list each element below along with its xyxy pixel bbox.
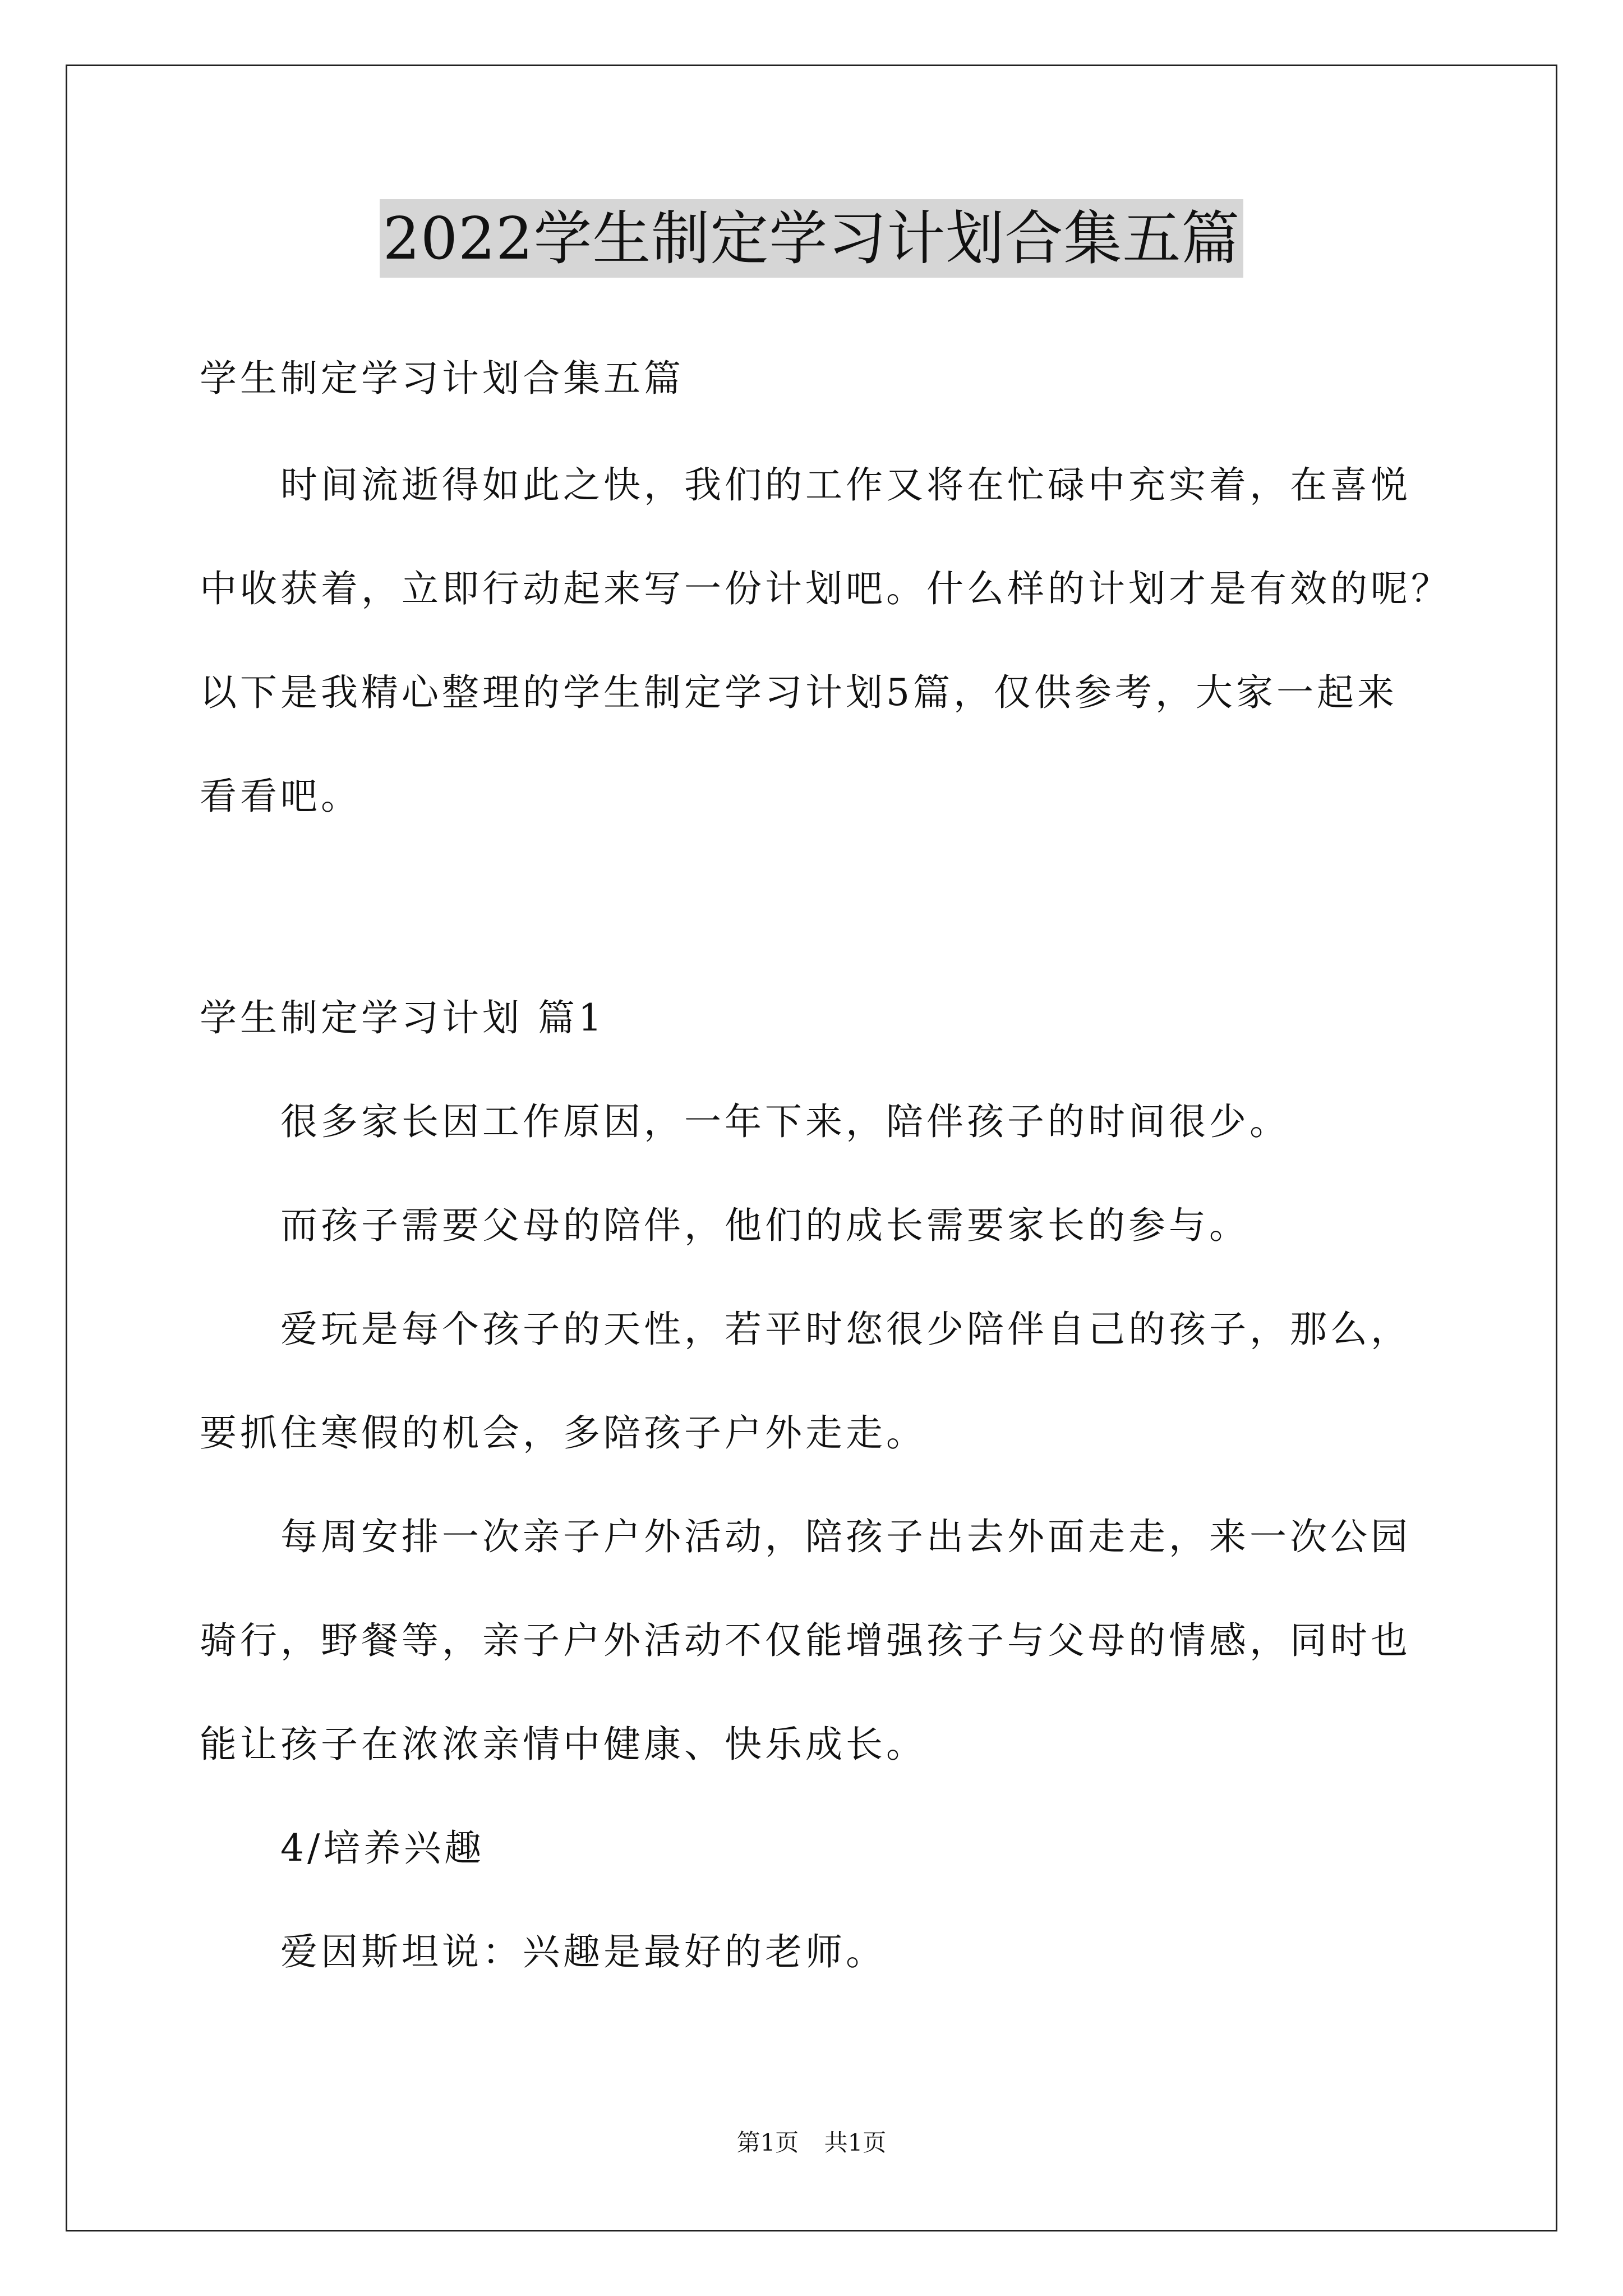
intro-line-1: 时间流逝得如此之快，我们的工作又将在忙碌中充实着，在喜悦 bbox=[280, 463, 1411, 507]
paragraph-line: 而孩子需要父母的陪伴，他们的成长需要家长的参与。 bbox=[280, 1204, 1249, 1247]
page-footer bbox=[0, 2126, 1623, 2160]
paragraph-line: 骑行，野餐等，亲子户外活动不仅能增强孩子与父母的情感，同时也 bbox=[200, 1619, 1411, 1662]
intro-line-4: 看看吧。 bbox=[200, 775, 361, 818]
page-number-total: 共1页 bbox=[824, 2129, 887, 2156]
paragraph-line: 能让孩子在浓浓亲情中健康、快乐成长。 bbox=[200, 1723, 926, 1766]
document-subtitle: 学生制定学习计划合集五篇 bbox=[200, 357, 684, 400]
intro-line-2: 中收获着，立即行动起来写一份计划吧。什么样的计划才是有效的呢？ bbox=[200, 567, 1451, 610]
intro-line-3: 以下是我精心整理的学生制定学习计划5篇，仅供参考，大家一起来 bbox=[200, 671, 1398, 714]
subheading-line: 4/培养兴趣 bbox=[280, 1826, 485, 1870]
title-container bbox=[0, 199, 1623, 278]
paragraph-line: 很多家长因工作原因，一年下来，陪伴孩子的时间很少。 bbox=[280, 1100, 1290, 1143]
paragraph-line: 每周安排一次亲子户外活动，陪孩子出去外面走走，来一次公园 bbox=[280, 1515, 1411, 1558]
page-number-current: 第1页 bbox=[736, 2129, 799, 2156]
section-heading: 学生制定学习计划 篇1 bbox=[200, 996, 605, 1039]
paragraph-line: 爱玩是每个孩子的天性，若平时您很少陪伴自己的孩子，那么， bbox=[280, 1308, 1411, 1351]
paragraph-line: 要抓住寒假的机会，多陪孩子户外走走。 bbox=[200, 1411, 926, 1455]
document-title: 2022学生制定学习计划合集五篇 bbox=[380, 199, 1244, 278]
paragraph-line: 爱因斯坦说：兴趣是最好的老师。 bbox=[280, 1930, 886, 1973]
